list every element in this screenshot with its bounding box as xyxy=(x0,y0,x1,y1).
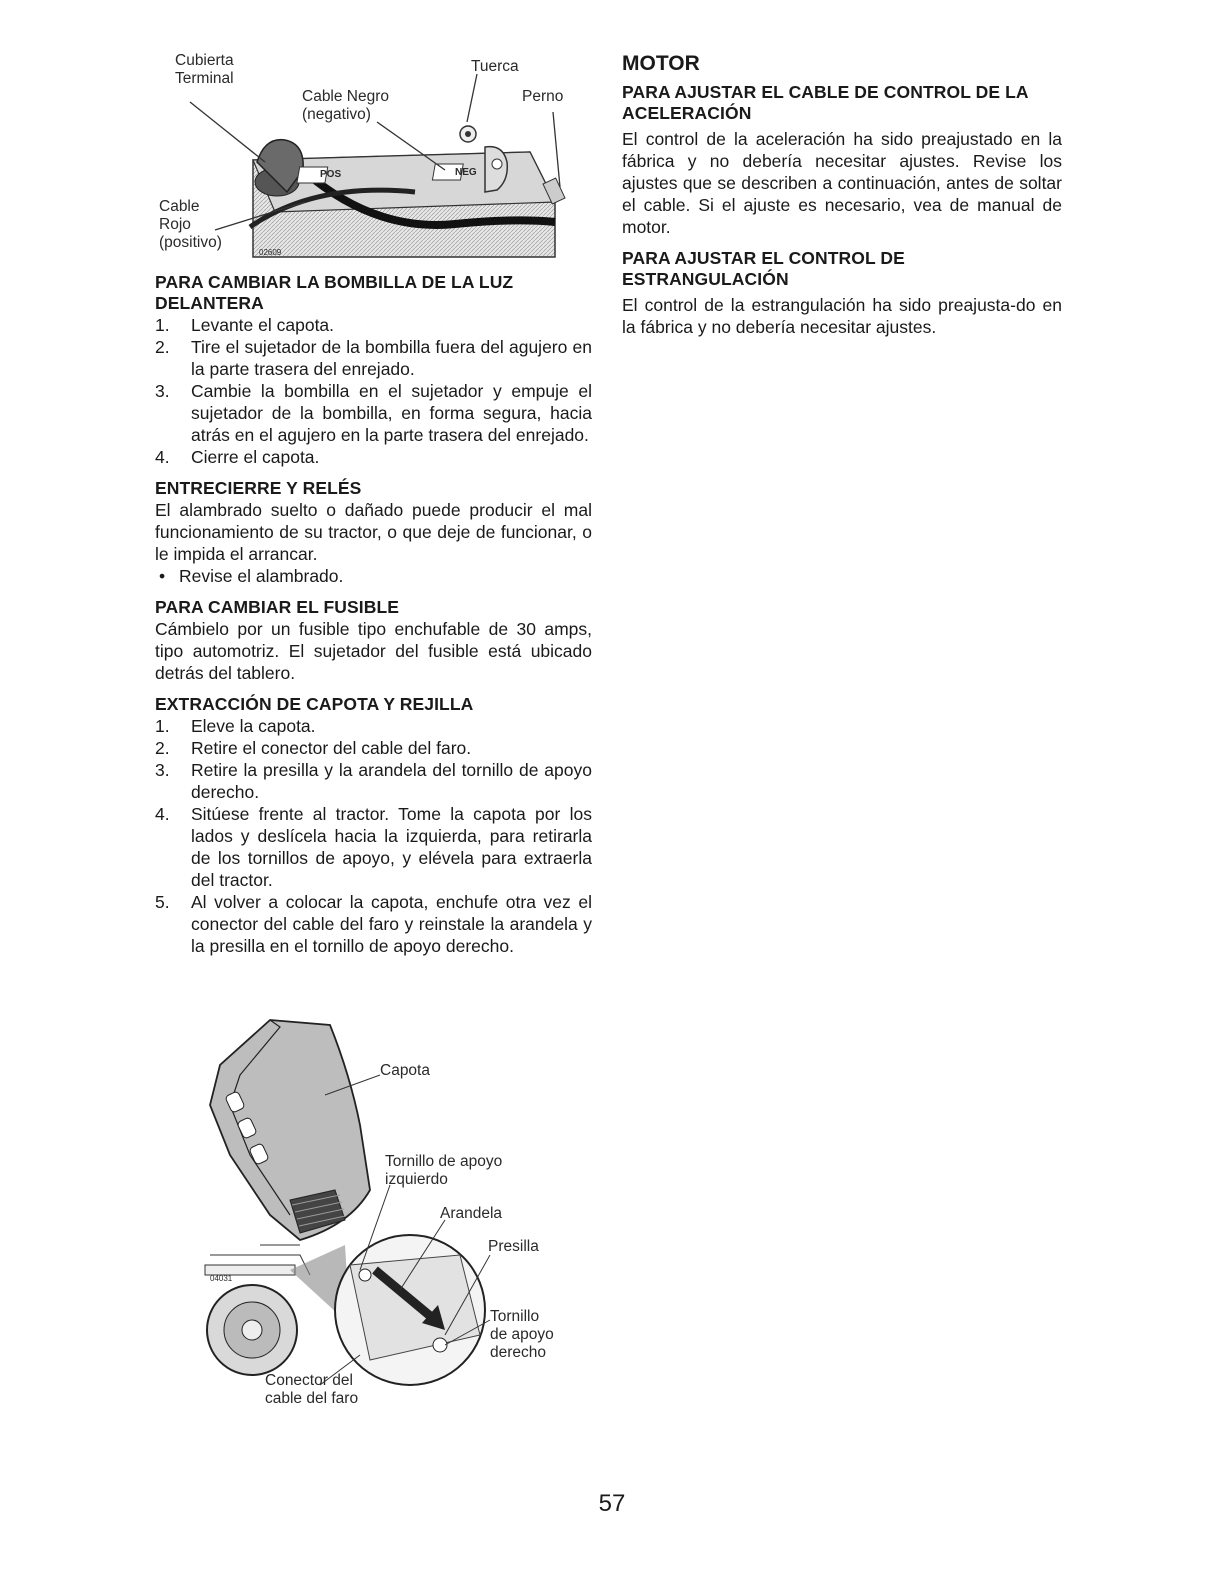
fuse-body: Cámbielo por un fusible tipo enchufable de 30 amps, tipo automotriz. El sujetador del fusible está ubicado detrás del tablero. xyxy=(155,619,592,683)
hood-figure xyxy=(200,1015,580,1415)
list-item: 4. Sitúese frente al tractor. Tome la capota por los lados y deslícela hacia la izquierda, para retirarla de los tornillos de apoyo, y elévela para extraerla del tractor. xyxy=(155,804,592,890)
throttle-section-title: PARA AJUSTAR EL CABLE DE CONTROL DE LA ACELERACIÓN xyxy=(622,82,1028,123)
list-item: 3. Cambie la bombilla en el sujetador y empuje el sujetador de la bombilla, en forma segura, hacia atrás en el agujero en la parte trasera del enrejado. xyxy=(155,381,592,445)
label-connector: Conector del cable del faro xyxy=(265,1372,359,1407)
list-item: 2. Tire el sujetador de la bombilla fuera del agujero en la parte trasera del enrejado. xyxy=(155,337,592,379)
label-nut: Tuerca xyxy=(471,58,519,75)
label-washer: Arandela xyxy=(440,1205,503,1222)
pos-mark: POS xyxy=(320,169,342,180)
list-item: • Revise el alambrado. xyxy=(159,566,344,586)
engine-title: MOTOR xyxy=(622,52,700,75)
label-terminal-cover: Cubierta Terminal xyxy=(175,52,234,87)
list-item: 2. Retire el conector del cable del faro. xyxy=(155,738,472,758)
label-right-bolt: Tornillo de apoyo derecho xyxy=(490,1308,554,1361)
bulb-section-title: PARA CAMBIAR LA BOMBILLA DE LA LUZ DELANTERA xyxy=(155,272,514,313)
wiring-body: El alambrado suelto o dañado puede producir el mal funcionamiento de su tractor, o que deje de funcionar, o le impida el arrancar. xyxy=(155,500,592,564)
page-number: 57 xyxy=(598,1490,626,1517)
battery-figure-code: 02609 xyxy=(259,248,282,257)
left-column xyxy=(155,272,592,957)
right-column xyxy=(622,52,1062,338)
label-red-cable: Cable Rojo (positivo) xyxy=(159,198,222,251)
choke-section-title: PARA AJUSTAR EL CONTROL DE ESTRANGULACIÓN xyxy=(622,248,905,289)
list-item: 3. Retire la presilla y la arandela del tornillo de apoyo derecho. xyxy=(155,760,592,802)
hood-section-title: EXTRACCIÓN DE CAPOTA Y REJILLA xyxy=(155,694,474,714)
list-item: 5. Al volver a colocar la capota, enchufe otra vez el conector del cable del faro y reinstale la arandela y la presilla en el tornillo de apoyo derecho. xyxy=(155,892,592,956)
wiring-section-title: ENTRECIERRE Y RELÉS xyxy=(155,478,362,498)
choke-body: El control de la estrangulación ha sido preajusta-do en la fábrica y no debería necesitar ajustes. xyxy=(622,295,1062,337)
label-left-bolt: Tornillo de apoyo izquierdo xyxy=(385,1153,503,1188)
label-black-cable: Cable Negro (negativo) xyxy=(302,88,390,123)
wiring-bullets xyxy=(155,565,592,587)
label-hood: Capota xyxy=(380,1062,430,1079)
fuse-section-title: PARA CAMBIAR EL FUSIBLE xyxy=(155,597,400,617)
list-item: 1. Eleve la capota. xyxy=(155,716,316,736)
list-item: 1. Levante el capota. xyxy=(155,315,335,335)
label-clip: Presilla xyxy=(488,1238,539,1255)
battery-figure xyxy=(155,52,595,267)
hood-figure-code: 04031 xyxy=(210,1274,233,1283)
neg-mark: NEG xyxy=(455,167,477,178)
label-bolt: Perno xyxy=(522,88,564,105)
hood-steps-list xyxy=(155,715,592,957)
bulb-steps-list xyxy=(155,314,592,468)
throttle-body: El control de la aceleración ha sido preajustado en la fábrica y no debería necesitar ajustes. Revise los ajustes que se describen a continuación, antes de soltar el cable. Si el ajuste es necesario, vea de manual de motor. xyxy=(622,129,1062,237)
list-item: 4. Cierre el capota. xyxy=(155,447,320,467)
